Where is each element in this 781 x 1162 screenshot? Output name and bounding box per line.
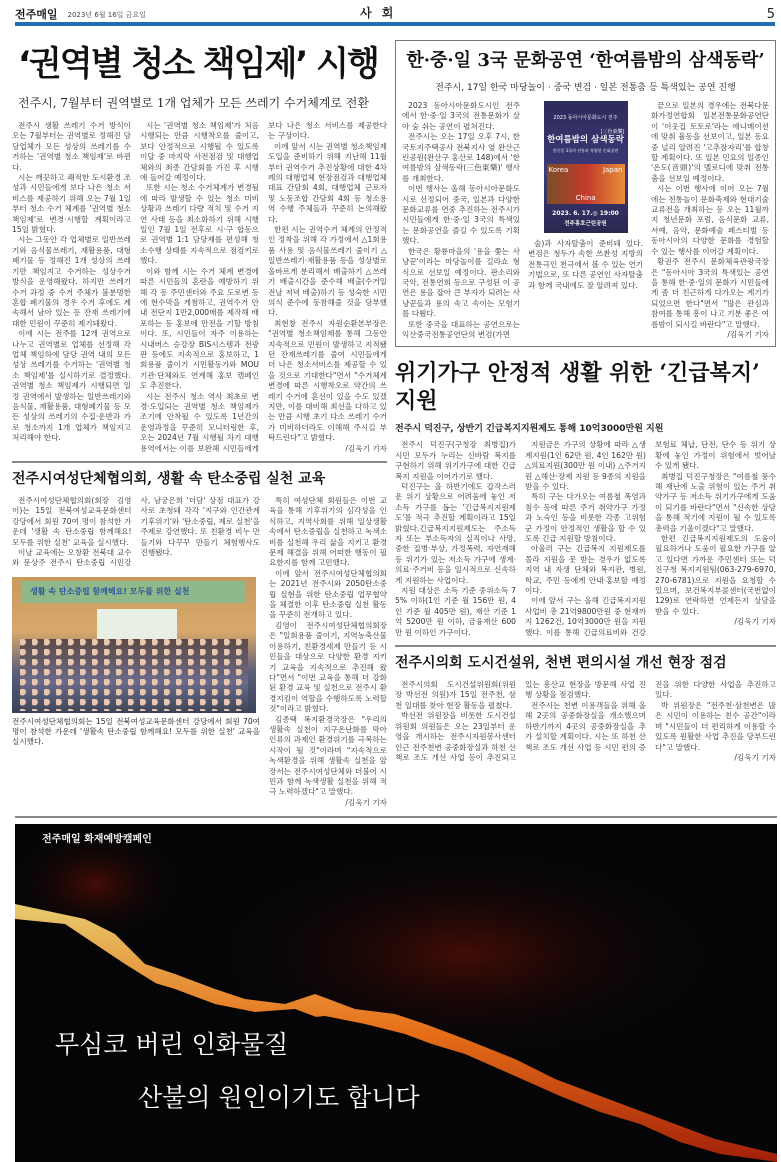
poster-label-japan: Japan: [602, 166, 623, 174]
paragraph: 술)과 사자탈춤이 준비돼 있다. 변검은 청두가 속한 쓰촨성 지방의 전통극인 천극에서 볼 수 있는 연기 기법으로, 또 다른 공연인 사자탈춤과 함께 국내에도 잘 알려져 있다.: [528, 239, 643, 290]
paragraph: 황권주 전주시 문화체육관광국장은 "동아시아 3국의 특색있는 공연을 통해 한·중·일의 문화가 시민들에게 좀 더 친근하게 다가오는 계기가 되었으면 한다"면서 "많은 관심과 참여를 통해 흥이 나고 기분 좋은 여름밤이 되시길 바란다"고 말했다.: [651, 257, 769, 329]
paragraph: 지원 대상은 소득 기준 중위소득 75% 이하(1인 기준 월 156만 원, 4인 기준 월 405만 원), 재산 기준 1억 5200만 원 이하, 금융재산 600만 원 이하인 가구이다.: [395, 586, 516, 637]
article2-photo-caption: 전주시여성단체협의회는 15일 전북여성교육문화센터 강당에서 회원 70여 명이 참석한 가운데 '생활속 탄소중립 함께해요! 모두를 위한 실천' 교육을 실시했다.: [12, 716, 260, 746]
paragraph: 지원금은 가구의 상황에 따라 △생계지원(1인 62만 원, 4인 162만 원) △의료지원(300만 원 이내) △주거지원 △해산·장제 지원 등 9종의 지원을 받을 수 있다.: [525, 440, 646, 491]
byline: /김욱기 기자: [734, 752, 776, 762]
paragraph: 시는 전주시 청소 역사 최초로 변경·도입되는 권역별 청소 책임제가 조기에 안착될 수 있도록 1년간의 운영과정을 꾸준히 모니터링한 후, 오는 2024년 7월 시행될 차기 대행용역에서는 이를 보완해 시민들에게 보다 나은 청소 서비스를 제공한다는 구상이다.: [140, 121, 387, 453]
article1-headline: ‘권역별 청소 책임제’ 시행: [18, 44, 378, 84]
paragraph: 김종택 복지환경국장은 "우리의 생활속 실천이 지구온난화를 막아 인류의 과제인 환경위기를 극복하는 시작이 될 것"이라며 "지속적으로 녹색환경을 위해 생활속 실천을 앞장서는 전주시여성단체와 더불어 시민과 함께 녹색생활 실천을 위해 적극 노력하겠다"고 말했다.: [269, 714, 387, 797]
poster-photo-band: [547, 164, 625, 204]
photo-banner-text: 생활 속 탄소중립 함께해요! 모두를 위한 실천: [30, 586, 190, 596]
poster-top: 2023 동아시아문화도시 전주: [553, 115, 618, 121]
article3-layout: [402, 101, 769, 340]
paragraph: 시는 '권역별 청소 책임제'가 처음 시행되는 만큼 시행착오를 줄이고, 보다 안정적으로 시행될 수 있도록 이달 중 마지막 사전점검 및 대행업체와의 최종 간담회를 가진 후 시행에 들어갈 예정이다.: [140, 121, 259, 183]
divider: [395, 645, 776, 647]
paragraph: 박 위원장은 "전주천·삼천변은 많은 시민이 이용하는 친수 공간"이라며 "시민들이 더 편리하게 이용할 수 있도록 원활한 사업 추진을 당부드린다"고 말했다.: [655, 700, 776, 752]
paragraph: 김영이 전주시여성단체협의회장은 "일회용품 줄이기, 지역농축산물 이용하기, 친환경세제 만들기 등 시민들을 대상으로 다양한 환경 지키기 교육을 지속적으로 추진해 왔다"면서 "이번 교육을 통해 더 강화된 환경 교육 및 실천으로 전주시 환경지킴이 역할을 수행하도록 노력할 것"이라고 밝혔다.: [269, 620, 387, 714]
paragraph: 한국은 황룡마을의 '용을 쫓는 사냥꾼'이라는 마당놀이를 길라쇼 형식으로 선보일 예정이다. 판소리와 국악, 전통연희 등으로 구성된 이 공연은 용을 잡아 큰 부자가 되려는 사냥꾼들과 용의 속고 속이는 모험기를 다뤘다.: [402, 246, 520, 319]
paragraph: 이에 앞서 시는 권역별 청소책임제 도입을 준비하기 위해 지난해 11월부터 권역수거 추진상황에 대한 4차례의 대행업체 현장점검과 대행업체 대표 간담회 4회, 대행업체 근로자 및 노동조합 간담회 4회 등 청소용역 수행 주체들과 꾸준히 논의해왔다.: [268, 141, 387, 224]
page-header: [15, 0, 775, 22]
article3-body-col3: [651, 101, 769, 340]
paragraph: 시는 깨끗하고 쾌적한 도시환경 조성과 시민들에게 보다 나은 청소 서비스를 제공하기 위해 오는 7월 1일부터 청소 수거 체계를 '권역별 청소 책임제'로 변경·시행할 계획이라고 15일 밝혔다.: [12, 173, 131, 235]
paragraph: 한편 시는 권역수거 체계의 안정적인 정착을 위해 각 가정에서 △1회용품 사용 및 음식물쓰레기 줄이기 △일반쓰레기·재활용품 등을 성상별로 올바르게 분리해서 배출하기 △쓰레기 배출시간을 준수해 배출(수거일 전날 저녁 배출)하기 등 성숙한 시민의식 준수에 동참해줄 것을 당부했다.: [268, 225, 387, 318]
right-column: [395, 40, 776, 808]
paragraph: 최현창 전주시 자원순환본부장은 "권역별 청소책임제를 통해 그동안 지속적으로 민원이 발생하고 지적됐던 잔재쓰레기를 줄여 시민들에게 더 나은 청소서비스를 제공할 수 있을 것으로 기대한다"면서 "수거체계 변경에 따른 시행착오로 약간의 쓰레기 수거에 혼선이 있을 수도 있겠지만, 이를 대비해 최선을 다하고 있는 만큼 시행 초기 다소 쓰레기 수거가 미비하더라도 이해해 주시길 부탁드린다"고 밝혔다.: [268, 318, 387, 443]
paragraph: 박선전 위원장을 비롯한 도시건설위원회 의원들은 오는 23일부터 운영을 개시하는 전주시자원봉사센터 인근 전주천변 공중화장실과 하천 산책로 조도 개선 사업 등이 추진되고 있는 흥산교 현장을 방문해 사업 진행 상황을 점검했다.: [395, 680, 646, 762]
byline: /김욱기 기자: [345, 797, 387, 807]
paragraph: 특히 구는 다가오는 여름철 폭염과 침수 등에 따른 주거 취약가구 가정과 노숙인 등을 비롯한 각종 고위험군 가정이 안정적인 생활을 할 수 있도록 긴급 지원할 방침이다.: [525, 492, 646, 543]
poster-datetime: 2023. 6. 17.◎ 19:00: [552, 210, 619, 217]
header-rule: [15, 22, 775, 26]
paragraph: 또한 시는 청소 수거체계가 변경됨에 따라 발생할 수 있는 청소 미비 상황과 쓰레기 다량 적치 및 수거 지연 사태 등을 최소화하기 위해 시행일인 7월 1일 전후로 시·구 합동으로 권역별 1:1 담당제를 편성해 청소수행 상태를 지속적으로 점검키로 했다.: [140, 183, 259, 266]
paragraph: 이와 함께 시는 수거 체계 변경에 따른 시민들의 혼란을 예방하기 위해 각 동 주민센터와 주요 도로변 등에 현수막을 게첨하고, 권역수거 안내 전단지 1만2,000매를 제작해 배포하는 등 홍보에 만전을 기할 방침이다. 또, 시민들이 자주 이용하는 시내버스 승강장 BIS시스템과 전광판 등에도 지속적으로 홍보하고, 1회용품 줄이기 시민활동가와 MOU 기관·단체와도 연계해 홍보 캠페인도 추진한다.: [140, 266, 259, 391]
paragraph: 전주시는 천변 이용객들을 위해 올해 2곳의 공중화장실을 개소했으며 하반기까지 4곳의 공중화장실을 추가 설치할 계획이다. 시는 또 하천 산책로 조도 개선 사업 등 시민 편의 증진을 위한 다양한 사업을 추진하고 있다.: [525, 680, 776, 752]
article2-headline: 전주시여성단체협의회, 생활 속 탄소중립 실천 교육: [12, 471, 326, 487]
divider: [15, 816, 777, 818]
paragraph: 2023 동아시아문화도시인 전주에서 한·중·일 3국의 전통문화가 살아 숨 쉬는 공연이 펼쳐진다.: [402, 101, 520, 131]
paragraph: 이날 교육에는 오창환 전북대 교수와 문상주 전주시 탄소중립 시민강사, 남궁은희 '더담' 상점 대표가 강사로 초청돼 각각 '지구와 인간관계 기후위기'와 '탄소중립, 제로 실천'을 주제로 강연했다. 또 친환경 비누 만들기와 다꾸꾸 만들기 체험행사도 진행됐다.: [12, 496, 260, 568]
poster-title: 한여름밤의 삼색동락: [547, 135, 624, 145]
ad-slogan-line2: 산불의 원인이기도 합니다: [138, 1083, 420, 1113]
paragraph: 아울러 구는 긴급복지 지원제도를 몰라 지원을 못 받는 경우가 없도록 지역 내 자생 단체와 복지관, 병원, 학교, 주민 등에게 안내·홍보할 예정이다.: [525, 544, 646, 596]
article2-body-col3: [269, 496, 387, 808]
byline: /김욱기 기자: [345, 443, 387, 453]
poster-sub: 한중일 3국의 전통과 특별한 문화공연: [552, 148, 619, 153]
article1-body: [12, 121, 387, 454]
paragraph: 전주시의회 도시건설위원회(위원장 박선전 의원)가 15일 전주천, 삼천 일대를 찾아 현장 활동을 펼쳤다.: [395, 680, 516, 710]
issue-date: 2023년 6월 16일 금요일: [67, 11, 146, 19]
poster-label-china: China: [575, 194, 596, 202]
poster-tag: [三色東樂]: [600, 129, 625, 135]
left-column: [12, 40, 387, 808]
poster-venue: 전주홍호근린공원: [564, 221, 607, 227]
article3-body-col1: [402, 101, 520, 340]
paragraph: 덕진구는 올 하반기에도 갑작스러운 위기 상황으로 어려움에 놓인 저소득 가구를 돕는 '긴급복지지원제도'를 적극 추진할 계획이라고 15일 밝혔다.긴급복지지원제도는 주소득자 또는 부소득자의 실직이나 사망, 중한 질병·부상, 가정폭력, 자연재해 등 위기가 있는 저소득 가구에 생계·의료·주거비 등을 일시적으로 신속하게 지원하는 사업이다.: [395, 481, 516, 585]
article3-subhead: 전주시, 17일 한국 마당놀이 · 중국 변검 · 일본 전통춤 등 특색있는 공연 진행: [435, 83, 736, 93]
ad-slogan-line1: 무심코 버린 인화물질: [55, 1030, 289, 1060]
paragraph: 이에 앞서 전주시여성단체협의회는 2021년 전주시와 2050탄소중립 실현을 위한 탄소중립 업무협약을 체결한 이후 탄소중립 실천 활동을 꾸준히 전개하고 있다.: [269, 568, 387, 620]
article5-headline: 전주시의회 도시건설위, 천변 편의시설 개선 현장 점검: [395, 655, 727, 672]
article2-main: [12, 496, 260, 808]
paragraph: 전주시여성단체협의회(회장 김영이)는 15일 전북여성교육문화센터 강당에서 회원 70여 명이 참석한 가운데 '생활 속 탄소중립 함께해요! 모두를 위한 실천' 교육을 실시했다.: [12, 496, 132, 547]
article3-box: [395, 40, 776, 347]
byline: /김욱기 기자: [727, 329, 769, 339]
paragraph: 특히 여성단체 회원들은 이번 교육을 통해 기후위기의 심각성을 인식하고, 지역사회를 위해 일상생활 속에서 탄소중립을 실천하고 녹색소비를 실천해 우리 삶을 지키고 환경문제 해결을 위해 어떠한 행동이 필요한지를 함께 고민했다.: [269, 496, 387, 568]
paragraph: 시는 이번 행사에 이어 오는 7월에는 전통놀이 문화축제와 현대기술 교류전을 개최하는 등 오는 11월까지 청년문화 포럼, 음식문화 교류, 서예, 음악, 문화예술 페스티벌 등 동아시아의 다양한 문화를 경험할 수 있는 행사를 이어갈 계획이다.: [651, 184, 769, 256]
article3-headline: 한·중·일 3국 문화공연 ‘한여름밤의 삼색동락’: [406, 50, 765, 71]
ad-campaign-label: 전주매일 화재예방캠페인: [42, 834, 152, 846]
article4-headline: 위기가구 안정적 생활 위한 ‘긴급복지’ 지원: [395, 360, 760, 415]
fire-prevention-ad: [15, 824, 777, 1162]
paragraph: 한편 긴급복지지원제도의 도움이 필요하거나 도움이 필요한 가구를 알고 있다면 가까운 주민센터 또는 덕진구청 복지지원팀(063-279-6970, 270-6781)으로 지원을 요청할 수 있으며, 보건복지부콜센터(국번없이 129)로 연락하면 언제든지 상담을 받을 수 있다.: [655, 534, 776, 616]
paragraph: 이에 앞서 구는 올해 긴급복지지원 사업비 총 21억9800만원 중 현재까지 1262건, 10억3000만 원을 지원했다. 이를 통해 긴급의료비와 건강보험료 체납, 단전, 단수 등 위기 상황에 놓인 가정이 위험에서 벗어날 수 있게 됐다.: [525, 440, 776, 637]
poster-label-korea: Korea: [548, 166, 569, 174]
paragraph: 또한 중국을 대표하는 공연으로는 익산중국전통공연단의 변검(가면: [402, 319, 520, 339]
article5-body: [395, 680, 776, 763]
page-body: [0, 40, 781, 808]
byline: /김욱기 기자: [734, 617, 776, 627]
article4-subhead: 전주시 덕진구, 상반기 긴급복지지원제도 통해 10억3000만원 지원: [395, 424, 664, 435]
divider: [12, 461, 387, 463]
article3-body-col2: [528, 239, 643, 291]
page-number: 5: [766, 7, 775, 22]
paragraph: 시는 그동안 각 업체별로 일반쓰레기와 음식물쓰레기, 재활용품, 대형폐기물 등 정해진 1개 성상의 쓰레기만 책임지고 수거하는 성상수거 방식을 운영해왔다. 하지만 쓰레기 수거 과정 중 수거 주체가 불분명한 혼합 폐기물의 경우 수거 후에도 계속해서 남아 있는 등 잔재 쓰레기에 대한 민원이 꾸준히 제기돼왔다.: [12, 235, 131, 328]
paragraph: 최병집 덕진구청장은 "여름철 풍수해 재난에 노출 위험이 있는 주거 취약가구 등 저소득 위기가구에게 도움이 되기를 바란다"면서 "신속한 상담을 통해 적기에 지원이 될 수 있도록 총력을 기울이겠다"고 말했다.: [655, 471, 776, 533]
article2-layout: [12, 496, 387, 808]
article1-subhead: 전주시, 7월부터 권역별로 1개 업체가 모든 쓰레기 수거체계로 전환: [18, 96, 369, 110]
article4-body: [395, 440, 776, 638]
section-title: 사 회: [360, 6, 397, 20]
article2-photo: [12, 577, 256, 713]
event-poster: [544, 101, 628, 233]
paragraph: 전주시는 오는 17일 오후 7시, 한국토지주택공사 전북지사 옆 완산근린공원(완산구 홍산로 148)에서 '한여름밤의 삼색동락(三色東樂)' 행사를 개최한다.: [402, 132, 520, 183]
article3-middle: [528, 101, 643, 340]
paragraph: 끝으로 일본의 경우에는 전북다문화가정연합회 일본전통문화공연단이 '이웃집 토토로'라는 애니메이션에 맞춰 율동을 선보이고, 일본 동요 중 널리 알려진 '고추잠자리'를 합창할 계획이다. 또 일본 민요의 일종인 '온도(音頭)'의 멜로디에 맞춰 전통춤을 선보일 예정이다.: [651, 101, 769, 183]
paragraph: 전주시 생활 쓰레기 수거 방식이 오는 7월부터는 권역별로 정해진 담당업체가 모든 성상의 쓰레기를 수거하는 '권역별 청소 책임제'로 바뀐다.: [12, 121, 131, 172]
paragraph: 이번 행사는 올해 동아시아문화도시로 선정되어 중국, 일본과 다양한 문화교류를 연중 추진하는 전주시가 시민들에게 한·중·일 3국의 특색있는 문화공연을 즐길 수 있도록 기획했다.: [402, 184, 520, 246]
paragraph: 이에 시는 전주를 12개 권역으로 나누고 권역별로 업체를 선정해 각 업체 책임하에 담당 권역 내의 모든 성상 쓰레기를 수거하는 '권역별 청소 책임제'를 실시하기로 결정했다. 권역별 청소 책임제가 시행되면 일정 권역에서 발생하는 일반쓰레기와 음식물, 재활용품, 대형폐기물 등 모든 성상의 쓰레기의 수집·운반과 가로 청소까지 1개 업체가 책임지고 처리해야 한다.: [12, 329, 131, 443]
paragraph: 전주시 덕진구(구청장 최병집)가 시민 모두가 누리는 신바람 복지를 구현하기 위해 위기가구에 대한 긴급복지 지원을 이어가기로 했다.: [395, 440, 516, 481]
newspaper-logo: 전주매일: [15, 8, 58, 21]
article2-body: [12, 496, 260, 569]
